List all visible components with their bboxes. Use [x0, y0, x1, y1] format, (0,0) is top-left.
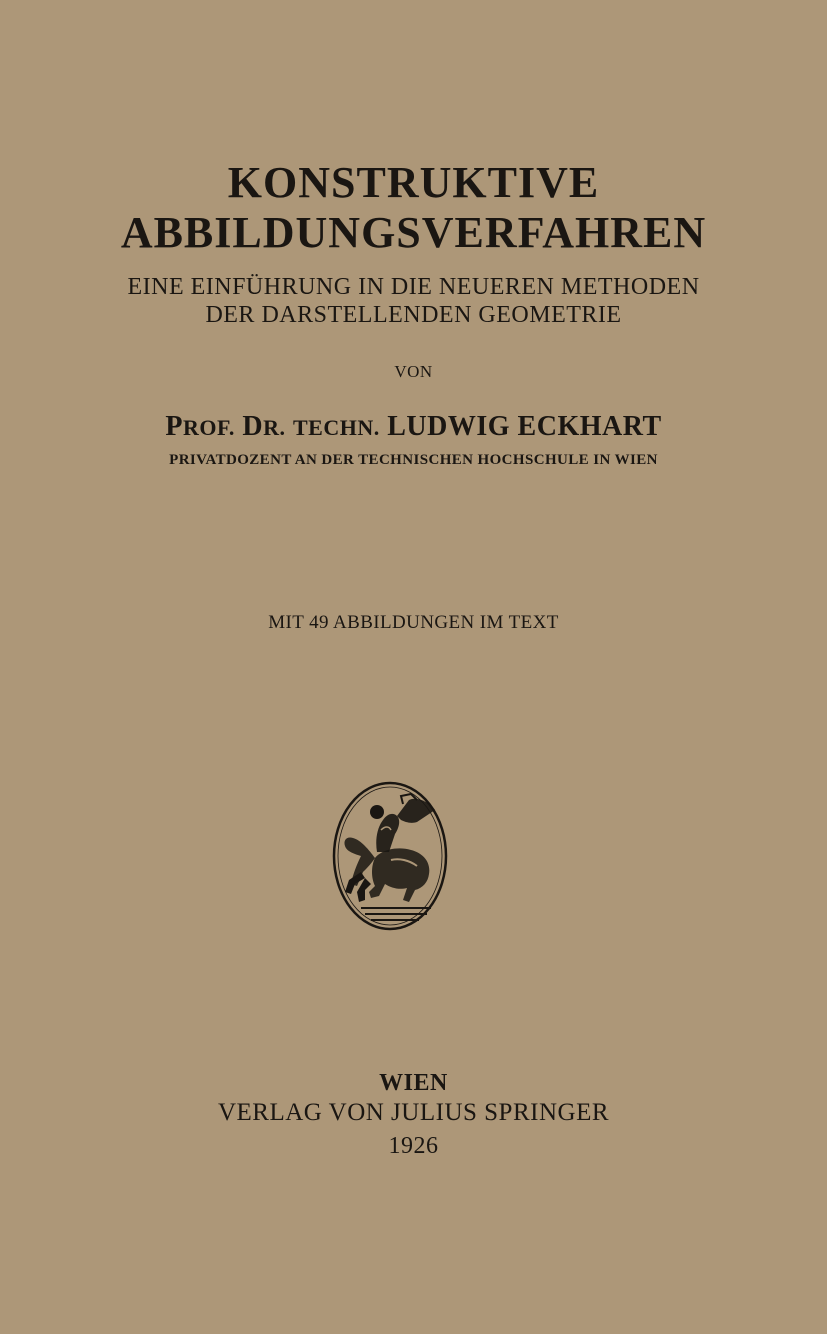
springer-knight-logo-icon — [331, 780, 449, 932]
imprint-year: 1926 — [388, 1133, 439, 1159]
author-line — [0, 410, 827, 445]
author-dr-rest: R. — [263, 415, 286, 440]
author-prof-rest: ROF. — [182, 415, 235, 440]
by-label: VON — [394, 362, 433, 381]
subtitle-line-2: DER DARSTELLENDEN GEOMETRIE — [205, 302, 622, 328]
author-dr-initial: D — [242, 411, 264, 442]
title-line-2: ABBILDUNGSVERFAHREN — [120, 208, 707, 257]
imprint-city: WIEN — [379, 1070, 448, 1096]
author-techn: TECHN. — [293, 415, 380, 440]
illustrations-note: MIT 49 ABBILDUNGEN IM TEXT — [268, 612, 559, 633]
author-affiliation: PRIVATDOZENT AN DER TECHNISCHEN HOCHSCHULE IN WIEN — [169, 452, 658, 468]
author-name: LUDWIG ECKHART — [387, 411, 662, 442]
author-prof-initial: P — [165, 411, 183, 442]
imprint-publisher: VERLAG VON JULIUS SPRINGER — [217, 1099, 610, 1126]
subtitle-line-1: EINE EINFÜHRUNG IN DIE NEUEREN METHODEN — [127, 274, 700, 300]
title-line-1: KONSTRUKTIVE — [227, 158, 600, 207]
